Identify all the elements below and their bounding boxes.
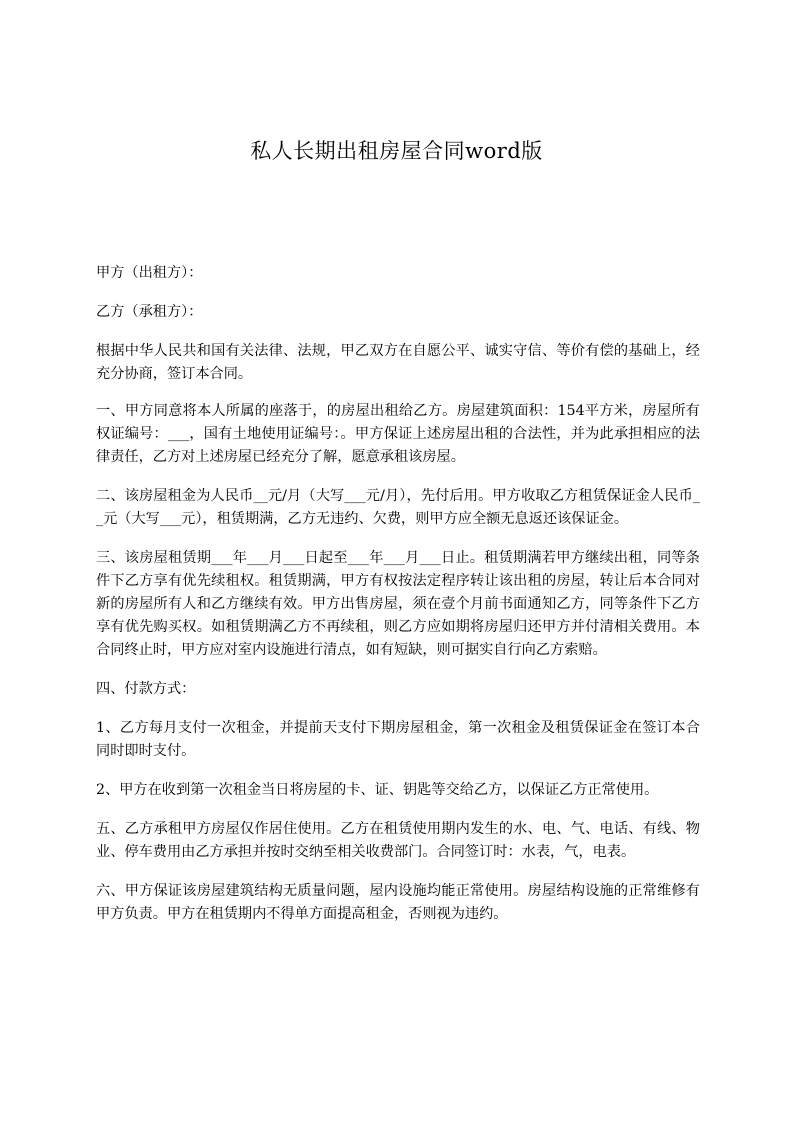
clause-2-paragraph: 二、该房屋租金为人民币__元/月（大写___元/月），先付后用。甲方收取乙方租赁保证金人民币__元（大写___元），租赁期满，乙方无违约、欠费，则甲方应全额无息返还该保证金。	[96, 488, 700, 527]
document-title: 私人长期出租房屋合同word版	[250, 139, 543, 163]
clause-4-heading: 四、付款方式：	[96, 681, 196, 697]
party-a-line: 甲方（出租方）：	[96, 265, 203, 281]
clause-1-paragraph: 一、甲方同意将本人所属的座落于，的房屋出租给乙方。房屋建筑面积：154平方米，房屋所有权证编号：___，国有土地使用证编号：。甲方保证上述房屋出租的合法性，并为此承担相应的法律责任，乙方对上述房屋已经充分了解，愿意承租该房屋。	[96, 403, 700, 465]
payment-item-2: 2、甲方在收到第一次租金当日将房屋的卡、证、钥匙等交给乙方，以保证乙方正常使用。	[96, 782, 659, 798]
document-body	[96, 262, 700, 942]
clause-6-paragraph: 六、甲方保证该房屋建筑结构无质量问题，屋内设施均能正常使用。房屋结构设施的正常维修有甲方负责。甲方在租赁期内不得单方面提高租金，否则视为违约。	[96, 883, 700, 922]
clause-3-paragraph: 三、该房屋租赁期___年___月___日起至___年___月___日止。租赁期满若甲方继续出租，同等条件下乙方享有优先续租权。租赁期满，甲方有权按法定程序转让该出租的房屋，转让后本合同对新的房屋所有人和乙方继续有效。甲方出售房屋，须在壹个月前书面通知乙方，同等条件下乙方享有优先购买权。如租赁期满乙方不再续租，则乙方应如期将房屋归还甲方并付清相关费用。本合同终止时，甲方应对室内设施进行清点，如有短缺，则可据实自行向乙方索赔。	[96, 550, 700, 658]
party-b-line: 乙方（承租方）：	[96, 304, 203, 320]
payment-item-1: 1、乙方每月支付一次租金，并提前天支付下期房屋租金，第一次租金及租赁保证金在签订本合同时即时支付。	[96, 720, 700, 759]
preamble-paragraph: 根据中华人民共和国有关法律、法规，甲乙双方在自愿公平、诚实守信、等价有偿的基础上，经充分协商，签订本合同。	[96, 343, 700, 382]
clause-5-paragraph: 五、乙方承租甲方房屋仅作居住使用。乙方在租赁使用期内发生的水、电、气、电话、有线、物业、停车费用由乙方承担并按时交纳至相关收费部门。合同签订时：水表，气，电表。	[96, 821, 700, 860]
